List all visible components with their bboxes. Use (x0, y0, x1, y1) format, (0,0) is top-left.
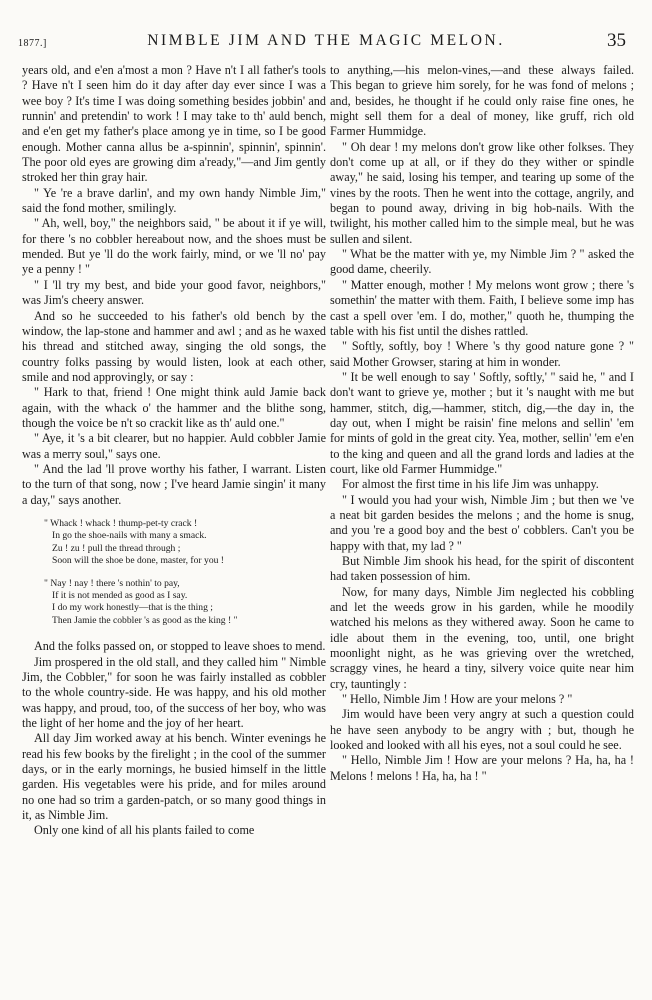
paragraph: " Aye, it 's a bit clearer, but no happier. Auld cobbler Jamie was a merry soul," says one. (22, 431, 326, 461)
paragraph: " I 'll try my best, and bide your good favor, neighbors," was Jim's cheery answer. (22, 277, 326, 308)
paragraph: " Ye 're a brave darlin', and my own handy Nimble Jim," said the fond mother, smilingly. (22, 185, 326, 216)
paragraph: " Softly, softly, boy ! Where 's thy good nature gone ? " said Mother Growser, staring at him in wonder. (330, 339, 634, 369)
paragraph: " Hark to that, friend ! One might think auld Jamie back again, with the whack o' the hammer and the blithe song, though the voice be n't so crackit like as th' auld one." (22, 385, 326, 430)
song-verse (44, 518, 326, 627)
page-number: 35 (607, 30, 626, 51)
paragraph: Jim prospered in the old stall, and they called him " Nimble Jim, the Cobbler," for soon he was fairly installed as cobbler to the whole country-side. He was happy, and his old mother was happy, and proud, too, of the success of her boy, who was the light of her home and the joy of her heart. (22, 654, 326, 730)
paragraph: " Matter enough, mother ! My melons wont grow ; there 's somethin' the matter with them. Faith, I believe some imp has cast a spell over 'em. I do, mother," quoth he, thumping the table with his fist until the dishes rattled. (330, 277, 634, 338)
paragraph: to anything,—his melon-vines,—and these always failed. This began to grieve him sorely, for he was fond of melons ; and, besides, he thought if he could only raise fine ones, he might sell them for a deal of money, like gruff, rich old Farmer Hummidge. (330, 63, 634, 139)
paragraph: All day Jim worked away at his bench. Winter evenings he read his few books by the firelight ; in the cool of the summer days, or in the early mornings, he busied himself in the little garden. His vegetables were his pride, and for miles around no one had so trim a garden-patch, or so many good things in it, as Nimble Jim. (22, 731, 326, 822)
paragraph: And so he succeeded to his father's old bench by the window, the lap-stone and hammer and awl ; and as he waxed his thread and stitched away, singing the old songs, the country folks passing by would listen, look at each other, smile and nod approvingly, or say : (22, 308, 326, 384)
verse-stanza (44, 578, 326, 628)
paragraph: For almost the first time in his life Jim was unhappy. (342, 477, 599, 492)
verse-line: Soon will the shoe be done, master, for you ! (52, 555, 225, 567)
paragraph: " I would you had your wish, Nimble Jim ; but then we 've a neat bit garden besides the melons ; and the home is snug, and you 're a good boy and the best o' cobblers. Can't you be happy with that, my lad ? " (330, 492, 634, 553)
verse-stanza (44, 518, 326, 568)
verse-line: I do my work honestly—that is the thing ; (52, 602, 213, 614)
paragraph: " Hello, Nimble Jim ! How are your melons ? Ha, ha, ha ! Melons ! melons ! Ha, ha, ha ! " (330, 753, 634, 783)
verse-line: In go the shoe-nails with many a smack. (52, 530, 207, 542)
verse-line: " Nay ! nay ! there 's nothin' to pay, (44, 577, 180, 589)
paragraph: And the folks passed on, or stopped to leave shoes to mend. (34, 639, 326, 654)
paragraph: " It be well enough to say ' Softly, softly,' " said he, " and I don't want to grieve ye, mother ; but it 's naught with me but hammer, stitch, dig,—hammer, stitch, dig,—the day in, the day out, when I might be raisin' fine melons and sellin' 'em for mints of gold in the great city. Yea, mother, sellin' 'em e'en to the king and queen and all the grand lords and ladies at the court, like old Farmer Hummidge." (330, 369, 634, 476)
paragraph: Only one kind of all his plants failed to come (34, 823, 255, 838)
verse-line: Then Jamie the cobbler 's as good as the king ! " (52, 614, 238, 626)
running-header (0, 28, 652, 52)
paragraph: " And the lad 'll prove worthy his father, I warrant. Listen to the turn of that song, now ; I've heard Jamie singin' it many a day," says another. (22, 461, 326, 507)
paragraph: " Ah, well, boy," the neighbors said, " be about it if ye will, for there 's no cobbler hereabout now, and the shoes must be mended. But ye 'll do the work fairly, mind, or we 'll no' pay ye a penny ! " (22, 216, 326, 277)
header-title: NIMBLE JIM AND THE MAGIC MELON. (147, 32, 505, 49)
verse-line: If it is not mended as good as I say. (52, 590, 188, 601)
paragraph: " Oh dear ! my melons don't grow like other folkses. They don't come up at all, or if they do they wither or spindle away," he said, losing his temper, and tearing up some of the vines by the roots. Then he went into the cottage, angrily, and began to pound away, driving in big hob-nails. With the twilight, his mother called him to the simple meal, but he was sullen and silent. (330, 139, 634, 246)
paragraph: years old, and e'en a'most a mon ? Have n't I all father's tools ? Have n't I seen him do it day after day ever since I was a wee boy ? It's time I was doing something besides jobbin' and runnin' and pretendin' to work ! I may take to th' auld bench, and e'en get my father's place among ye in time, so I be good enough. Mother canna allus be a-spinnin', spinnin', spinnin'. The poor old eyes are growing dim a'ready,"—and Jim gently stroked her thin gray hair. (22, 63, 326, 185)
header-date: 1877.] (18, 38, 47, 49)
paragraph: Now, for many days, Nimble Jim neglected his cobbling and let the weeds grow in his garden, while he moodily watched his melons as they withered away. Soon he came to idle about them in the evening, too, until, one bright moonlight night, as he was grieving over the wretched, scraggy vines, he heard a tiny, silvery voice quite near him cry, tauntingly : (330, 584, 634, 691)
left-column (22, 63, 326, 839)
paragraph: Jim would have been very angry at such a question could he have seen anybody to be angry with ; but, though he looked and looked with all his eyes, not a soul could he see. (330, 707, 634, 753)
paragraph: " What be the matter with ye, my Nimble Jim ? " asked the good dame, cheerily. (330, 247, 634, 277)
right-column (330, 63, 634, 784)
verse-line: " Whack ! whack ! thump-pet-ty crack ! (44, 517, 198, 529)
paragraph: " Hello, Nimble Jim ! How are your melons ? " (342, 692, 573, 707)
paragraph: But Nimble Jim shook his head, for the spirit of discontent had taken possession of him. (330, 554, 634, 584)
verse-line: Zu ! zu ! pull the thread through ; (52, 542, 181, 554)
